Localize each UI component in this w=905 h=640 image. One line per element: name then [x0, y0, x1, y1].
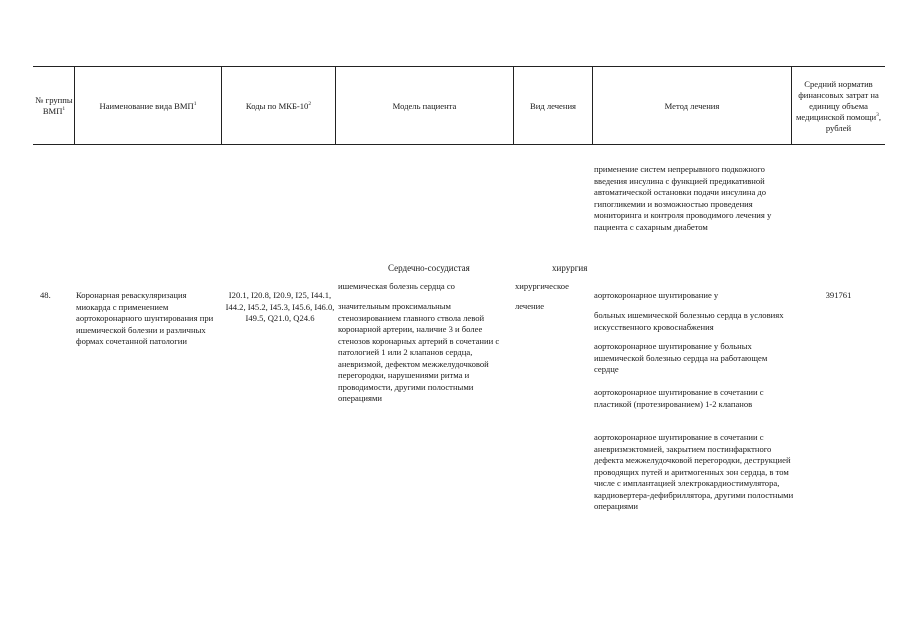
- header-patient-model: [336, 67, 513, 145]
- header-group-number: [34, 67, 74, 145]
- section-title-left: Сердечно-сосудистая: [388, 263, 470, 273]
- row-patient-model-first: ишемическая болезнь сердца со: [338, 281, 455, 291]
- header-cost-norm-footnote: 3: [876, 111, 879, 118]
- row-cost: 391761: [825, 290, 852, 300]
- header-cost-norm: [792, 67, 885, 145]
- header-cost-norm-text: Средний норматив финансовых затрат на единицу объема медицинской помощи: [795, 78, 879, 122]
- header-vmp-name-footnote: 1: [193, 100, 197, 107]
- header-group-number-text: № группы ВМП: [35, 95, 73, 116]
- header-treatment-method: [593, 67, 791, 145]
- header-cost-norm-unit: , рублей: [825, 111, 882, 133]
- header-icd-codes-footnote: 2: [308, 100, 312, 107]
- header-icd-codes: [222, 67, 335, 145]
- section-title-right: хирургия: [552, 263, 588, 273]
- header-treatment-method-text: Метод лечения: [664, 100, 720, 111]
- row-method-3: аортокоронарное шунтирование у больных ишемической болезнью сердца на работающем сердце: [594, 341, 768, 374]
- row-method-2: больных ишемической болезнью сердца в условиях искусственного кровоснабжения: [594, 310, 784, 332]
- row-treatment-type-line1: хирургическое: [515, 281, 569, 291]
- header-treatment-type: [514, 67, 592, 145]
- row-patient-model: значительным проксимальным стенозированием главного ствола левой коронарной артерии, наличие 3 и более стенозов коронарных артерий в сочетании с патологией 1 или 2 клапанов сердца, аневризмой, дефектом межжелудочковой перегородки, нарушениями ритма и проводимости, другими полостными операциями: [338, 301, 500, 403]
- header-treatment-type-text: Вид лечения: [529, 100, 577, 111]
- row-method-1: аортокоронарное шунтирование у: [594, 290, 719, 300]
- header-vmp-name-text: Наименование вида ВМП: [99, 100, 194, 111]
- header-patient-model-text: Модель пациента: [392, 100, 457, 111]
- row-icd-codes: I20.1, I20.8, I20.9, I25, I44.1, I44.2, I45.2, I45.3, I45.6, I46.0, I49.5, Q21.0, Q24.6: [225, 290, 335, 323]
- continuation-method-text: применение систем непрерывного подкожного введения инсулина с функцией предикативной автоматической остановки подачи инсулина до гипогликемии и возможностью проведения мониторинга и контроля проводимого лечения у пациента с сахарным диабетом: [594, 164, 772, 232]
- row-vmp-name: Коронарная реваскуляризация миокарда с применением аортокоронарного шунтирования при ишемической болезни и различных формах сочетанной патологии: [76, 290, 214, 346]
- row-method-5: аортокоронарное шунтирование в сочетании с аневризмэктомией, закрытием постинфарктного дефекта межжелудочковой перегородки, деструкцией проводящих путей и аритмогенных зон сердца, в том числе с имплантацией электрокардиостимулятора, кардиовертера-дефибриллятора, другими полостными операциями: [594, 432, 794, 511]
- header-group-number-footnote: 1: [62, 106, 66, 113]
- header-vmp-name: [75, 67, 221, 145]
- row-method-4: аортокоронарное шунтирование в сочетании с пластикой (протезированием) 1-2 клапанов: [594, 387, 764, 409]
- row-treatment-type-line2: лечение: [515, 301, 545, 311]
- header-icd-codes-text: Коды по МКБ-10: [245, 100, 309, 111]
- row-number: 48.: [40, 290, 51, 300]
